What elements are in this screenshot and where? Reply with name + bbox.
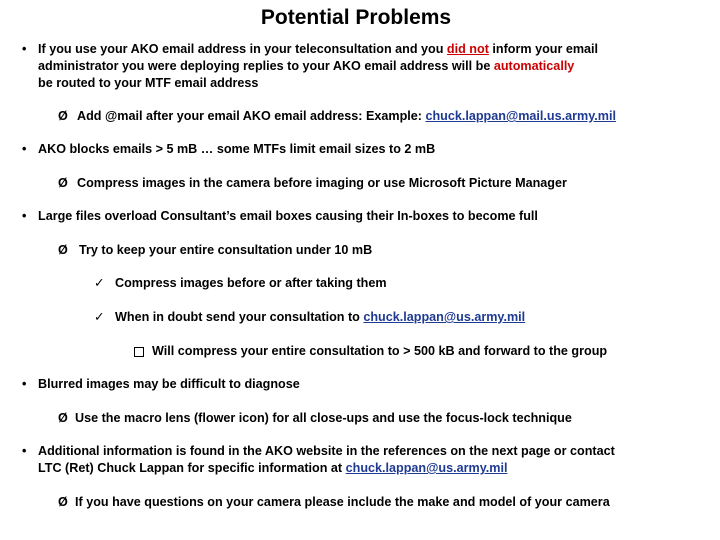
bullet-icon: • xyxy=(22,209,27,223)
square-bullet-icon xyxy=(134,347,144,357)
arrow-item-camera-questions: Ø If you have questions on your camera please include the make and model of your camera xyxy=(58,495,610,509)
emphasis-automatically: automatically xyxy=(493,59,575,73)
arrow-item-add-mail: Ø Add @mail after your email AKO email address: Example: chuck.lappan@mail.us.army.mil xyxy=(58,109,616,123)
arrow-bullet-icon: Ø xyxy=(58,495,68,509)
email-link[interactable]: chuck.lappan@us.army.mil xyxy=(363,310,526,324)
checkmark-icon: ✓ xyxy=(94,310,105,324)
page-title: Potential Problems xyxy=(260,6,452,29)
check-item-compress-images: ✓ Compress images before or after taking them xyxy=(94,276,387,290)
arrow-item-under-10mb: Ø Try to keep your entire consultation under 10 mB xyxy=(58,243,373,257)
arrow-bullet-icon: Ø xyxy=(58,176,68,190)
checkmark-icon: ✓ xyxy=(94,276,105,290)
arrow-bullet-icon: Ø xyxy=(58,109,68,123)
bullet-icon: • xyxy=(22,377,27,391)
bullet-item-blurred: • Blurred images may be difficult to diagnose xyxy=(22,377,300,391)
box-item-will-compress: Will compress your entire consultation to > 500 kB and forward to the group xyxy=(134,343,607,360)
arrow-bullet-icon: Ø xyxy=(58,411,68,425)
bullet-icon: • xyxy=(22,42,27,56)
check-item-when-in-doubt: ✓ When in doubt send your consultation to chuck.lappan@us.army.mil xyxy=(94,310,526,324)
emphasis-did-not: did not xyxy=(446,42,489,56)
arrow-item-macro-lens: Ø Use the macro lens (flower icon) for all close-ups and use the focus-lock technique xyxy=(58,411,572,425)
bullet-item-additional-info: • Additional information is found in the AKO website in the references on the next page or contact LTC (Ret) Chuck Lappan for specific information at chuck.lappan@us.army.mil xyxy=(22,444,615,475)
bullet-item-large-files: • Large files overload Consultant’s email boxes causing their In-boxes to become full xyxy=(22,209,538,223)
bullet-icon: • xyxy=(22,444,27,458)
arrow-item-compress-camera: Ø Compress images in the camera before imaging or use Microsoft Picture Manager xyxy=(58,176,567,190)
arrow-bullet-icon: Ø xyxy=(58,243,68,257)
email-link[interactable]: chuck.lappan@us.army.mil xyxy=(345,461,508,475)
bullet-item-ako-email: • If you use your AKO email address in your teleconsultation and you did not inform your email administrator you were deploying replies to your AKO email address will be automatically be routed to your MTF email address xyxy=(22,42,599,90)
email-link[interactable]: chuck.lappan@mail.us.army.mil xyxy=(425,109,616,123)
bullet-icon: • xyxy=(22,142,27,156)
bullet-item-ako-blocks: • AKO blocks emails > 5 mB … some MTFs limit email sizes to 2 mB xyxy=(22,142,436,156)
